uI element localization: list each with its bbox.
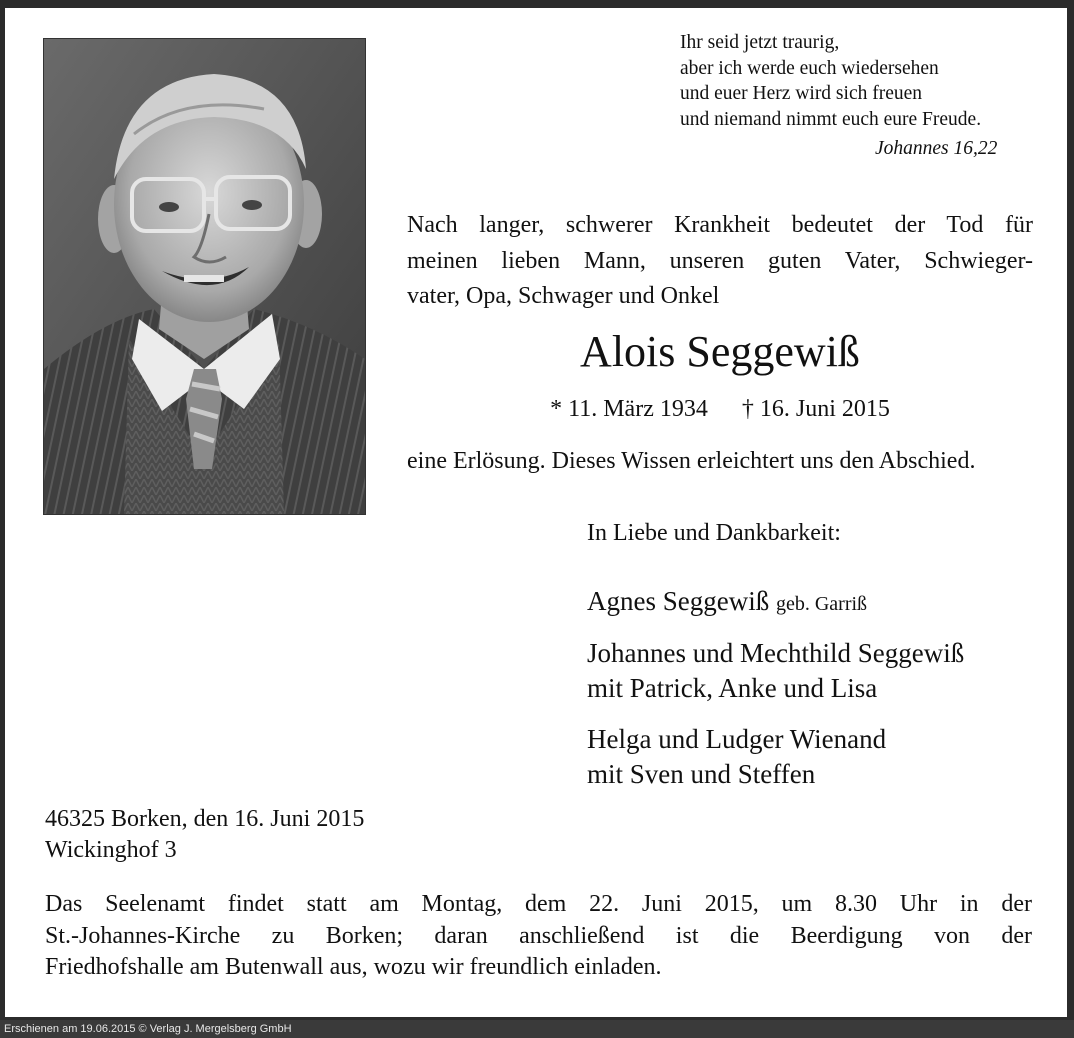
address-block [45,804,364,866]
verse-line: Ihr seid jetzt traurig, [680,32,840,53]
mourners-heading: In Liebe und Dankbarkeit: [587,520,841,546]
intro-text [407,208,1033,315]
service-line: Das Seelenamt findet statt am Montag, dem 22. Juni 2015, um 8.30 Uhr in der [45,891,1032,917]
intro-line: meinen lieben Mann, unseren guten Vater, Schwieger- [407,247,1033,274]
portrait-image [44,39,365,514]
bible-verse [680,30,981,132]
family-line: mit Sven und Steffen [587,758,816,789]
relief-line: eine Erlösung. Dieses Wissen erleichtert uns den Abschied. [407,448,976,474]
mourner-family-2 [587,722,886,791]
service-notice [45,889,1032,984]
family-line: mit Patrick, Anke und Lisa [587,672,878,703]
family-line: Johannes und Mechthild Seggewiß [587,638,965,668]
place-date: 46325 Borken, den 16. Juni 2015 [45,806,365,832]
mourner-family-1 [587,636,964,705]
service-line: Friedhofshalle am Butenwall aus, wozu wir freundlich einladen. [45,954,662,980]
verse-line: aber ich werde euch wiedersehen [680,57,939,79]
publisher-footer: Erschienen am 19.06.2015 © Verlag J. Mergelsberg GmbH [0,1020,1074,1038]
family-line: Helga und Ludger Wienand [587,724,887,754]
birth-date: * 11. März 1934 [550,396,708,422]
portrait-photo [43,38,366,515]
intro-line: vater, Opa, Schwager und Onkel [407,283,720,309]
verse-line: und niemand nimmt euch eure Freude. [680,108,982,130]
mourner-spouse [587,584,867,622]
spouse-name: Agnes Seggewiß [587,586,770,616]
death-date: † 16. Juni 2015 [741,396,890,422]
life-dates [407,396,1033,423]
deceased-name: Alois Seggewiß [580,327,860,376]
spouse-maiden-name: geb. Garriß [775,593,868,615]
street: Wickinghof 3 [45,837,177,863]
obituary-card [5,8,1067,1017]
intro-line: Nach langer, schwerer Krankheit bedeutet der Tod für [407,212,1033,238]
service-line: St.-Johannes-Kirche zu Borken; daran anschließend ist die Beerdigung von der [45,922,1032,949]
verse-reference: Johannes 16,22 [875,138,998,159]
verse-line: und euer Herz wird sich freuen [680,83,923,105]
